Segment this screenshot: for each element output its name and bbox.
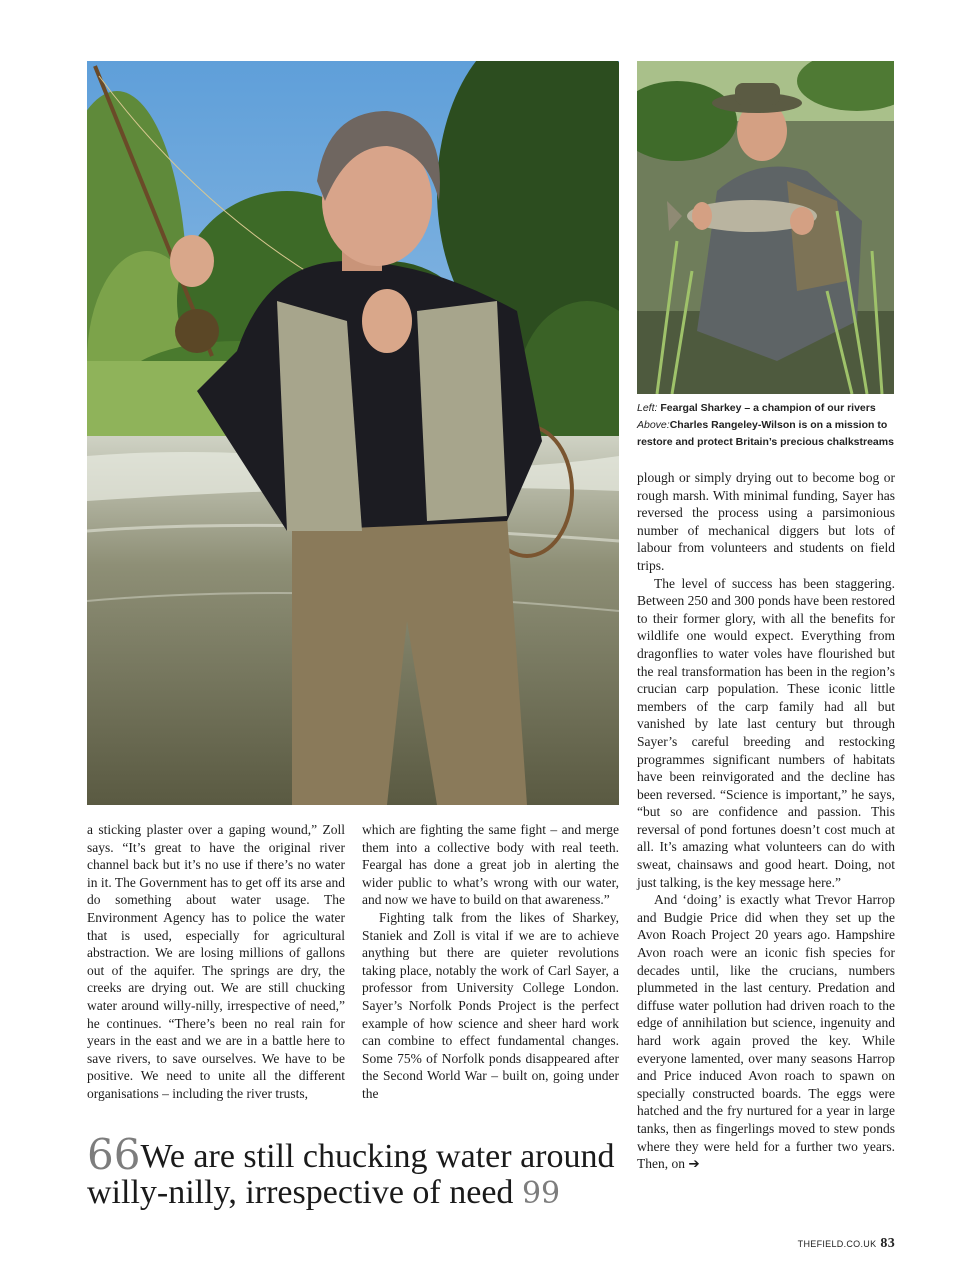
article-column-2 bbox=[362, 821, 619, 1103]
pull-quote-line-2: willy-nilly, irrespective of need bbox=[87, 1174, 514, 1211]
page-number: 83 bbox=[880, 1236, 895, 1251]
main-photo-feargal-sharkey bbox=[87, 61, 619, 805]
article-column-3 bbox=[637, 469, 895, 1173]
paragraph: The level of success has been staggering. Between 250 and 300 ponds have been restored to their former glory, with all the benefits for wildlife one would expect. Everything from dragonflies to water voles have flourished but the real transformation has been in the region’s crucian carp population. These iconic little members of the carp family had all but vanished by late last century but through Sayer’s careful breeding and restocking programmes significant numbers of habitats have been reinvigorated and the decline has been reversed. “Science is important,” he says, “but so are confidence and passion. This reversal of pond fortunes doesn’t cost much at all. It’s amazing what volunteers can do with sweat, chainsaws and good heart. Doing, not just talking, is the key message here.” bbox=[637, 575, 895, 890]
paragraph: a sticking plaster over a gaping wound,” Zoll says. “It’s great to have the original river channel back but it’s no use if there’s no water in it. The Government has to get off its arse and do something about water usage. The Environment Agency has to police the water that is used, especially for agricultural abstraction. We are losing millions of gallons out of the aquifer. The springs are dry, the creeks are drying out. We are still chucking water around willy-nilly, irrespective of need,” he continues. “There’s been no real rain for years in the east and we are in a battle here to save rivers, to save ourselves. We have to be positive. We need to unite all the different organisations – including the river trusts, bbox=[87, 822, 345, 1101]
photo-caption bbox=[637, 400, 899, 451]
paragraph: Fighting talk from the likes of Sharkey, Staniek and Zoll is vital if we are to achieve anything but there are quieter revolutions taking place, notably the work of Carl Sayer, a professor from University College London. Sayer’s Norfolk Ponds Project is the perfect example of how science and sheer hard work can combine to effect fundamental changes. Some 75% of Norfolk ponds disappeared after the Second World War – built on, going under the bbox=[362, 909, 619, 1101]
inset-photo-charles-rangeley-wilson bbox=[637, 61, 894, 394]
pull-quote-line-1: We are still chucking water around bbox=[140, 1138, 615, 1175]
caption-above-label: Above: bbox=[637, 419, 670, 431]
article-column-1 bbox=[87, 821, 345, 1103]
page-footer bbox=[798, 1236, 895, 1252]
paragraph: which are fighting the same fight – and merge them into a collective body with real teeth. Feargal has done a great job in alerting the wider public to what’s wrong with our water, and now we have to build on that awareness.” bbox=[362, 822, 619, 908]
paragraph: And ‘doing’ is exactly what Trevor Harrop and Budgie Price did when they set up the Avon Roach Project 20 years ago. Hampshire Avon roach were an iconic fish species for decades until, like the crucians, numbers plummeted in the last century. Predation and diffuse water pollution had driven roach to the edge of annihilation but science, ingenuity and hard work again proved the key. While everyone lamented, over many seasons Harrop and Price induced Avon roach to spawn on specially constructed boards. The eggs were hatched and the fry nurtured for a year in large tanks, then as fingerlings moved to stew ponds where they were held for a further two years. Then, on ➔ bbox=[637, 892, 895, 1172]
caption-above-text-line1: Charles Rangeley-Wilson is on a mission to bbox=[669, 419, 888, 431]
close-quote-mark: 99 bbox=[521, 1176, 561, 1211]
paragraph: plough or simply drying out to become bog or rough marsh. With minimal funding, Sayer has reversed the process using a parsimonious number of mechanical diggers but lots of labour from volunteers and students on field trips. bbox=[637, 470, 895, 573]
caption-above-text-line2: restore and protect Britain’s precious chalkstreams bbox=[637, 436, 894, 448]
open-quote-mark: 66 bbox=[87, 1130, 141, 1179]
site-url: THEFIELD.CO.UK bbox=[797, 1239, 877, 1249]
caption-left-label: Left: bbox=[637, 402, 658, 414]
pull-quote bbox=[87, 1130, 647, 1212]
caption-left-text: Feargal Sharkey – a champion of our rivers bbox=[660, 402, 876, 414]
